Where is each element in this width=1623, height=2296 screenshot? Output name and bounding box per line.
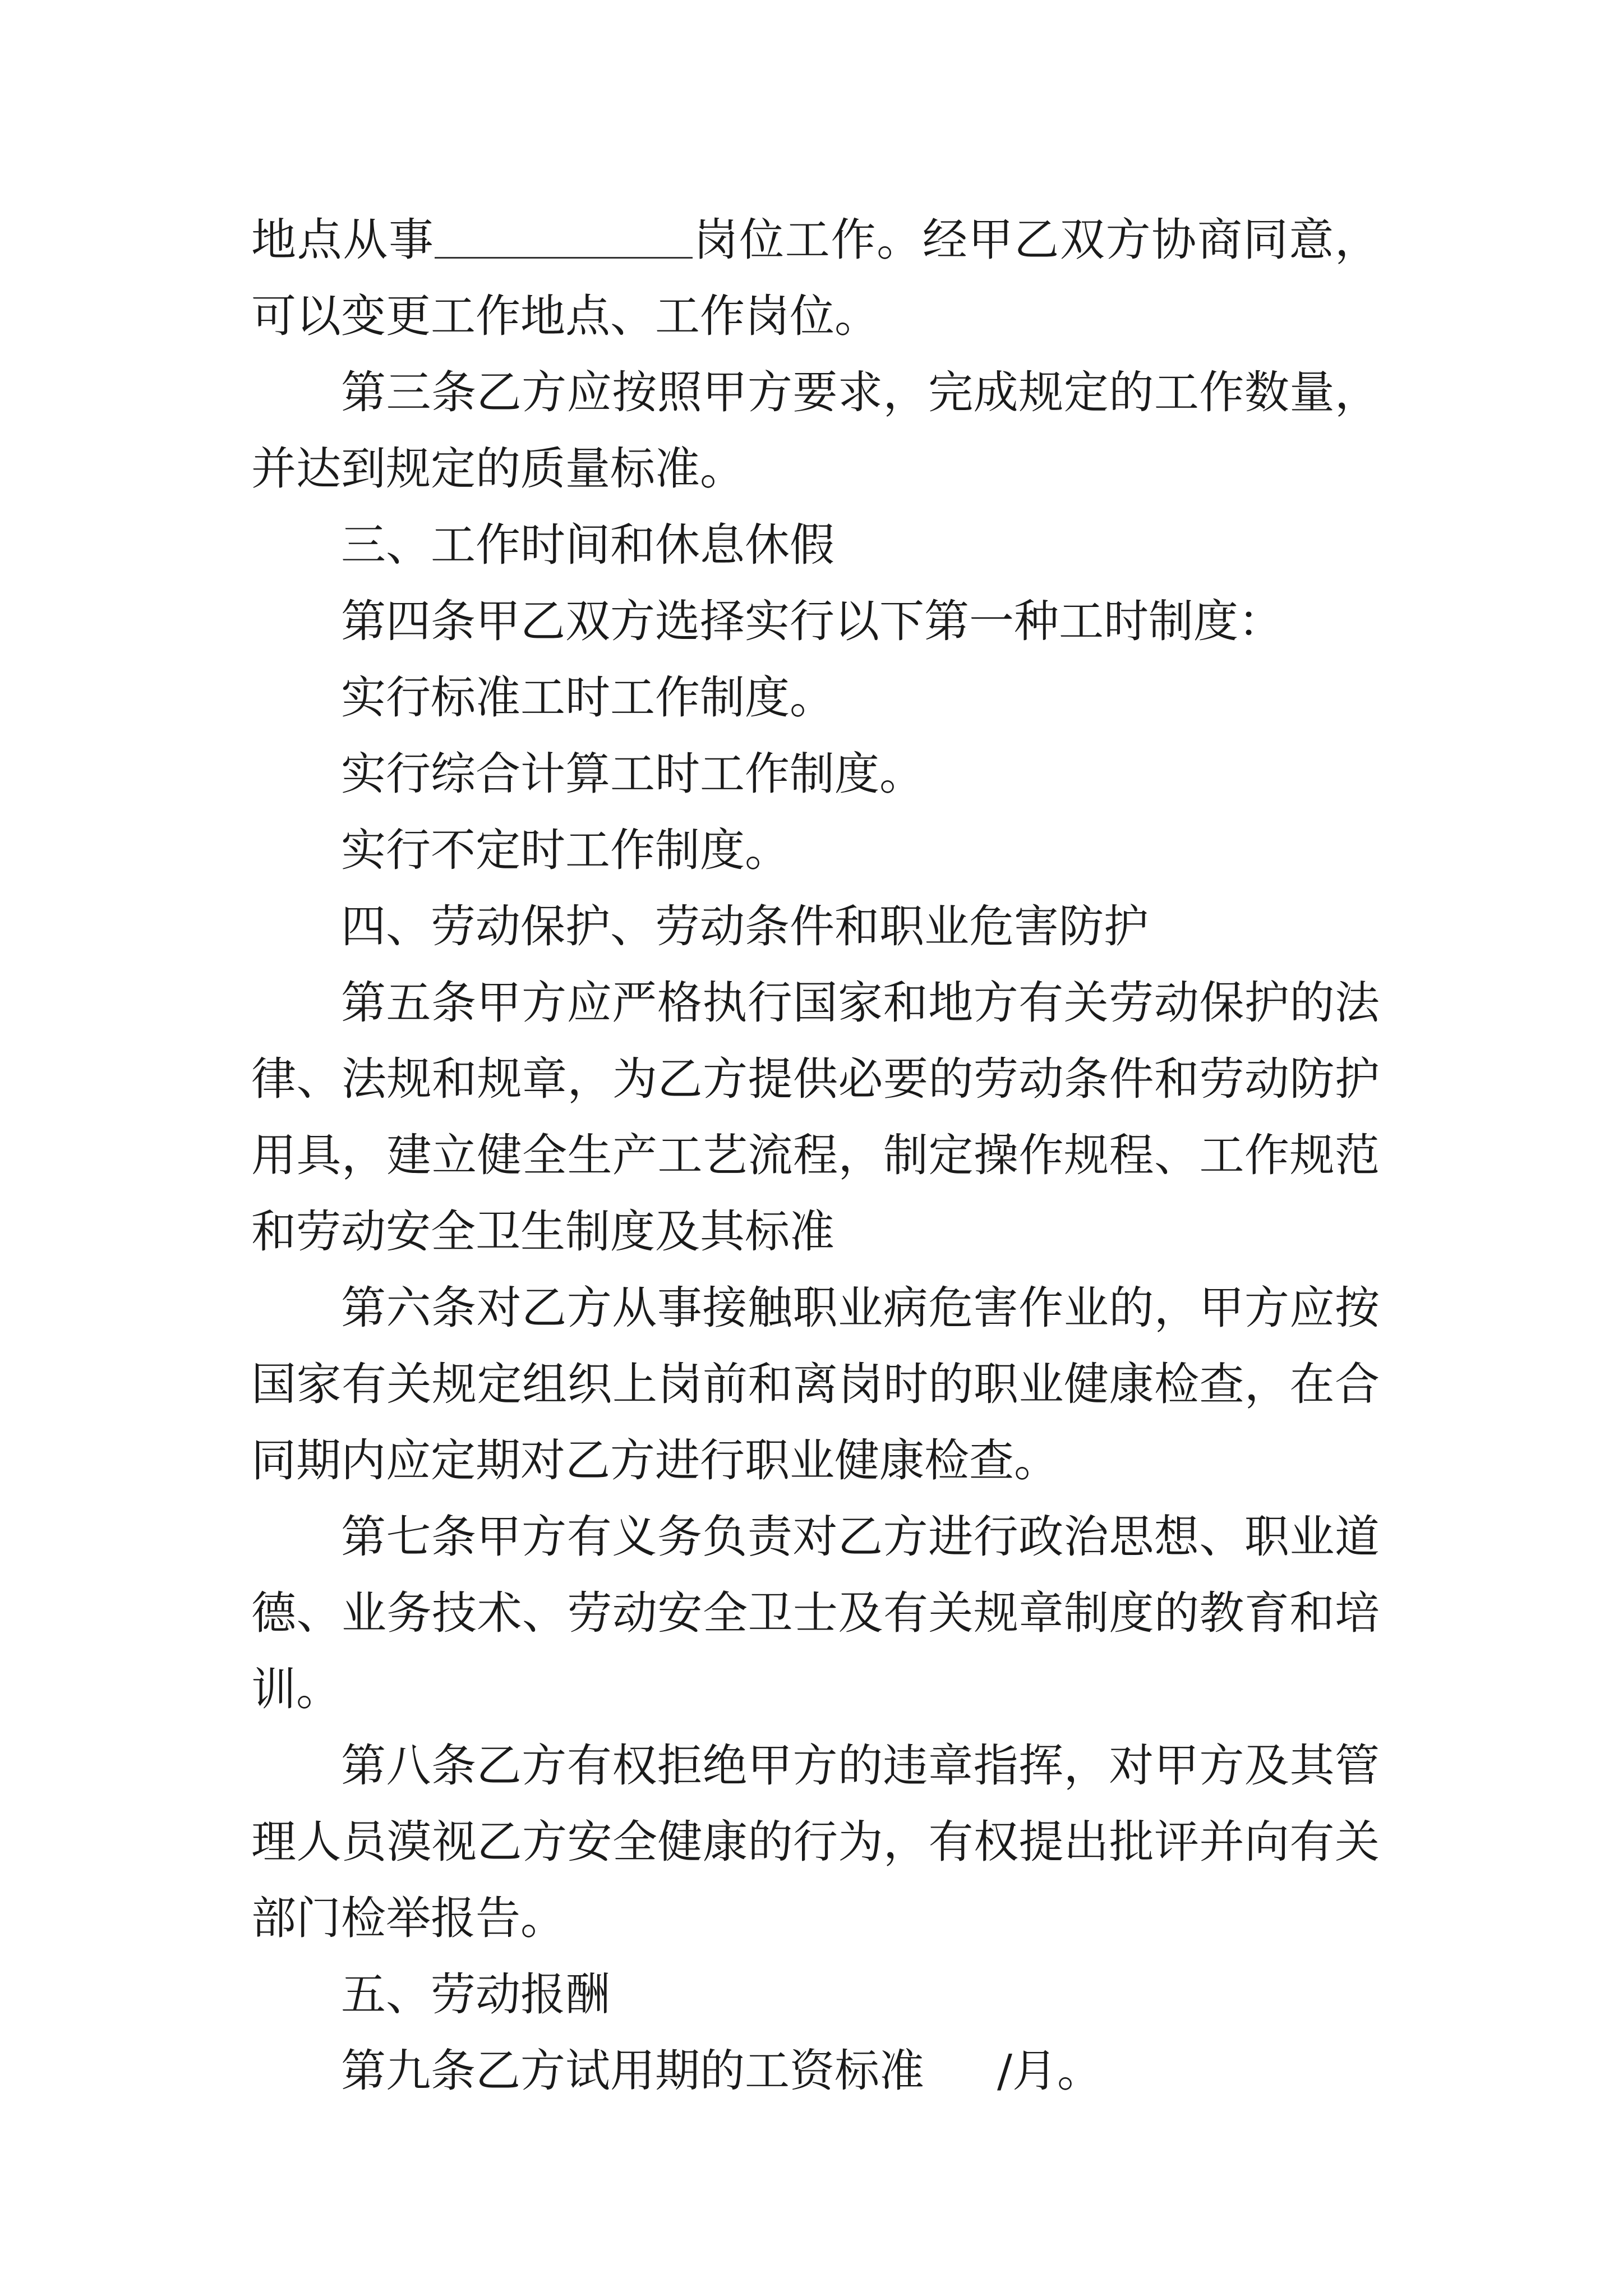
section-heading-work-hours: 三、工作时间和休息休假 <box>341 519 834 571</box>
paragraph-text: 地点从事 <box>251 214 435 266</box>
article-5: 第五条甲方应严格执行国家和地方有关劳动保护的法律、法规和规章，为乙方提供必要的劳动条件和劳动防护用具，建立健全生产工艺流程，制定操作规程、工作规范和劳动安全卫生制度及其标准 <box>251 977 1380 1258</box>
article-9 <box>251 2033 1380 2109</box>
fill-in-blank-line <box>435 212 693 259</box>
section-heading-remuneration: 五、劳动报酬 <box>341 1968 610 2021</box>
section-heading-labor-protection: 四、劳动保护、劳动条件和职业危害防护 <box>341 900 1149 953</box>
article-3: 第三条乙方应按照甲方要求，完成规定的工作数量，并达到规定的质量标准。 <box>251 366 1380 495</box>
contract-body <box>251 202 1380 2109</box>
paragraph-text: 第九条乙方试用期的工资标准 <box>341 2045 924 2097</box>
article-6: 第六条对乙方从事接触职业病危害作业的，甲方应按国家有关规定组织上岗前和离岗时的职业健康检查，在合同期内应定期对乙方进行职业健康检查。 <box>251 1282 1380 1487</box>
work-system-option-flexible: 实行不定时工作制度。 <box>341 824 790 876</box>
article-4: 第四条甲乙双方选择实行以下第一种工时制度： <box>341 595 1283 647</box>
work-system-option-comprehensive: 实行综合计算工时工作制度。 <box>341 748 924 800</box>
article-7: 第七条甲方有义务负责对乙方进行政治思想、职业道德、业务技术、劳动安全卫士及有关规章制度的教育和培训。 <box>251 1511 1380 1715</box>
paragraph-text: 岗位工作。经甲乙双方协商同意，可以变更工作地点、工作岗位。 <box>251 214 1380 342</box>
paragraph-text: /月。 <box>997 2045 1102 2097</box>
article-8: 第八条乙方有权拒绝甲方的违章指挥，对甲方及其管理人员漠视乙方安全健康的行为，有权提出批评并向有关部门检举报告。 <box>251 1740 1380 1944</box>
work-system-option-standard: 实行标准工时工作制度。 <box>341 671 834 724</box>
paragraph-work-location <box>251 202 1380 355</box>
